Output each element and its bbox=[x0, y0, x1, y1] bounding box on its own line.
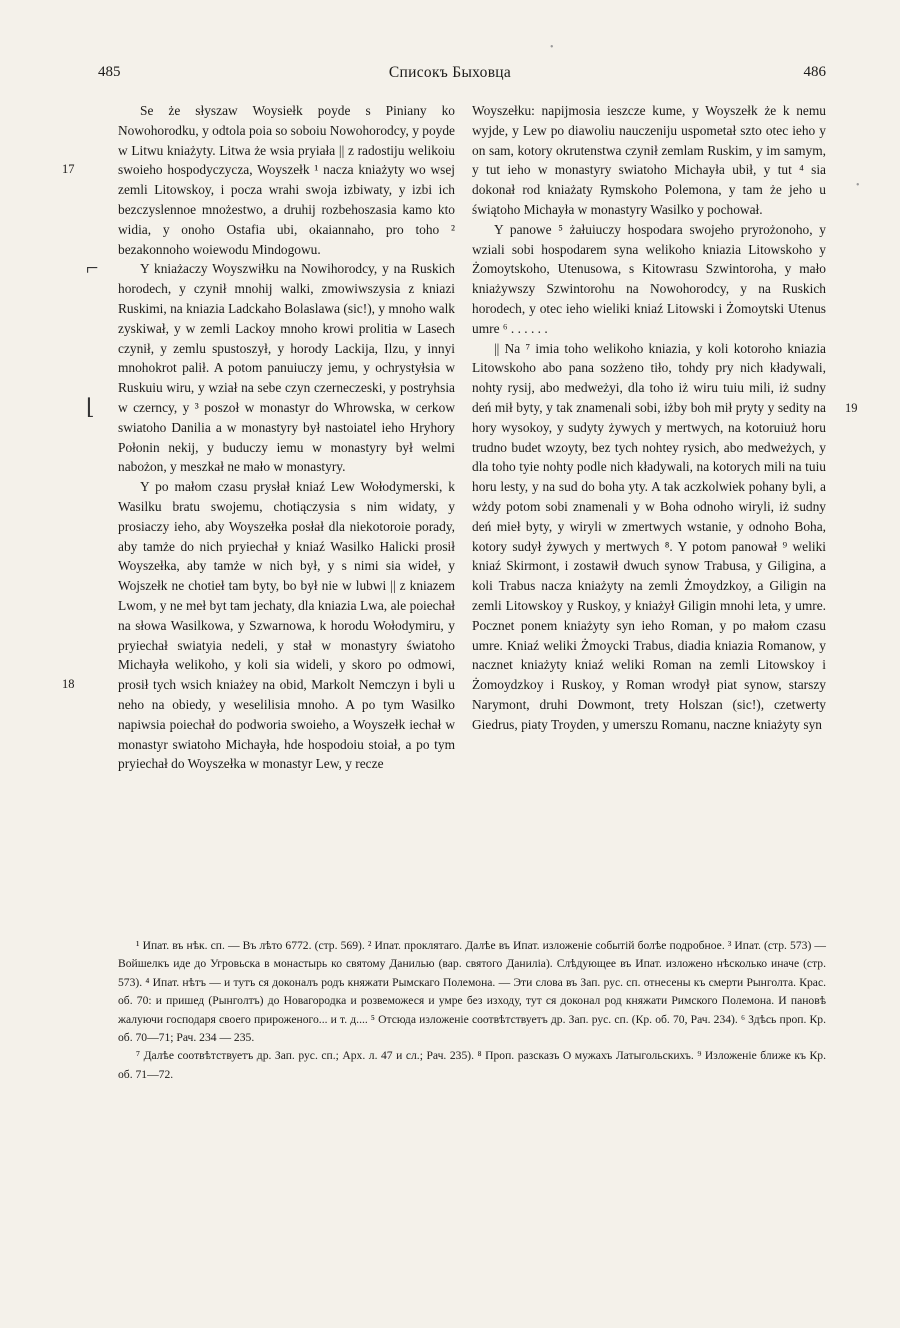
paragraph: Se że słyszaw Woysiełk poyde s Piniany ko Nowohorodku, y odtola poia so soboiu Nowohorodcy, y poyde w Litwu kniażyty. Litwa że wsia pryiała || z radostiju welikoiu swoieho hospodyczycza, Woyszełk ¹ nacza kniażyty wo wsej zemli Litowskoy, i pocza wrahi swoja izbiwaty, y izbi ich bezczyslennoe mnożestwo, a druhij rozbehoszasia kamo kto widia, y onoho Ostafia ubi, okaiannaho, pro toho ² bezakonnoho woiewodu Mindogowu. bbox=[118, 103, 455, 257]
footnotes bbox=[118, 937, 826, 1084]
margin-line-number-17: 17 bbox=[62, 162, 75, 176]
paragraph: Woyszełku: napijmosia ieszcze kume, y Woyszełk że k nemu wyjde, y Lew po diawoliu nauczeniju uspometał szto otec ieho y on sam, kotory okrutenstwa czynił zemlam Ruskim, y im samym, y tut ieho w monastyry swiatoho Michayła ubił, y tut ⁴ sia dokonał rod kniażaty Rymskoho Polemona, y tam że jeho u świątoho Michayła w monastyry Wasilko y pochował. bbox=[472, 103, 826, 217]
page-number-right: 486 bbox=[803, 64, 826, 80]
footnote-block: ⁷ Далѣе соотвѣтствуетъ др. Зап. рус. сп.; Арх. л. 47 и сл.; Рач. 235). ⁸ Проп. разсказъ О мужахъ Латыгольскихъ. ⁹ Изложеніе ближе къ Кр. об. 71—72. bbox=[118, 1049, 826, 1081]
footnote-block: ¹ Ипат. въ нѣк. сп. — Въ лѣто 6772. (стр. 569). ² Ипат. проклятаго. Далѣе въ Ипат. изложеніе событій болѣе подробное. ³ Ипат. (стр. 573) — Войшелкъ иде до Угровьска в монастырь ко святому Данилью (вар. святого Даниліа). Слѣдующее въ Ипат. изложено нѣсколько иначе (стр. 573). ⁴ Ипат. нѣтъ — и тутъ ся доконалъ родъ княжати Рымскаго Полемона. — Эти слова въ Зап. рус. сп. отнесены къ смерти Рынголта. Крас. об. 70: и пришед (Рынголтъ) до Новагородка и розвеможеся и умре без изходу, тут ся доконал род княжати Римского Полемона. И пановѣ жалуючи господаря своего прироженого... и т. д.... ⁵ Отсюда изложеніе соотвѣтствуетъ др. Зап. рус. сп. (Кр. об. 70, Рач. 234). ⁶ Здѣсь проп. Кр. об. 70—71; Рач. 234 — 235. bbox=[118, 939, 826, 1045]
paragraph: Y po małom czasu prysłał kniaź Lew Wołodymerski, k Wasilku bratu swojemu, chotiączysia s nim widaty, y prosiaczy ieho, aby Woyszełka posłał dla niekotoroie porady, aby tamże do nich pryiechał y kniaź Wasilko Halicki prosił Woyszełka, aby tamże w nich był, y s nimi sia wideł, y Wojszełk ne chotieł tam byty, bo był nie w lubwi || z kniazem Lwom, y ne meł byt tam jechaty, dla kniazia Lwa, ale poiechał na słowa Wasilkowa, y Szwarnowa, k horodu Wołodymiru, y pryiechał swiatyia nedeli, y stał w monastyry światoho Michayła welikoho, y koli sia wideli, y skoro po odmowi, prosił tych wsich kniażey na obid, Markolt Nemczyn i byli u neho na obiedy, y weselilisia mnoho. A po tym Wasilko napiwsia poiechał do podworia swoieho, a Woyszełk iechał w monastyr swiatoho Michayła, hde hospodoiu stoiał, a po tym pryiechał do Woyszełka w monastyr Lew, y recze bbox=[118, 479, 455, 772]
running-header bbox=[0, 64, 900, 88]
page-number-left: 485 bbox=[98, 64, 121, 80]
right-text-column bbox=[472, 101, 826, 735]
left-text-column bbox=[118, 101, 455, 774]
paragraph: Y kniażaczy Woyszwiłku na Nowihorodcy, y na Ruskich horodech, y czynił mnohij walki, zmowiwszysia z kniazi Ruskimi, na kniazia Ladckaho Bolaslawa (sic!), y mnoho walk zyskiwał, y w zemli Lackoy mnoho krowi prolitia w Lasech czynił, y zemlu spustoszył, y horody Lackija, Ilzu, y innyi mnohokrot palił. A potom panuiuczy jemu, y ochrystyłsia w Ruskuiu wiru, y wział na sebe czyn czerneczeski, y postryhsia w czerncy, y ³ poszoł w monastyr do Whrowska, w cerkow swiatoho Danilia a w monastyry był nastoiatel ieho Hryhory Połonin nekij, y buduczy iemu w monastyry był welmi nabożon, y meszkał ne mało w monastyry. bbox=[118, 261, 455, 475]
margin-line-number-18: 18 bbox=[62, 677, 75, 691]
scan-dot: • bbox=[550, 42, 554, 53]
margin-bracket-mark: ⌊ bbox=[86, 394, 95, 419]
running-title: Списокъ Быховца bbox=[388, 64, 512, 81]
paragraph: Y panowe ⁵ żałuiuczy hospodara swojeho pryrożonoho, y wziali sobi hospodarem syna welikoho kniazia Litowskoho y Żomoytskoho, Utenusowa, s Kitowrasu Szwintoroha, y mało kniażywszy Szwintorohu na Nowohorodcy, y na Ruskich horodech, y otec ieho wieliki kniaź Litowski i Żomoytski Utenus umre ⁶ . . . . . . bbox=[472, 221, 826, 336]
paragraph: || Na ⁷ imia toho welikoho kniazia, y koli kotoroho kniazia Litowskoho abo pana sozżeno tiło, tohdy pry nich kładywali, nohty rysij, abo medweżyi, dla toho iż wiru tuiu mili, iż sudny deń mił byty, y tak znamenali sobi, iżby boh mił pryty y sedity na hory wysokoy, y sudyty żywych y mertwych, na kotoruiuż horu trudno budet wzoyty, bez tych nohtey rysich, abo medweżych, y dla toho tyie nohty podle nich kładywali, na kotorych mili na tuiu horu lesty, y na sud do boha yty. A tak aczkolwiek pohany byli, a wżdy potom sobi znamenali y w Boha odnoho wiryli, iż sudny deń mieł byty, y wiryli w zmertwych wstanie, y odnoho Boha, kotory sudył żywych y mertwych ⁸. Y potom panował ⁹ weliki kniaź Skirmont, i zostawił dwuch synow Trabusa, y Giligina, a koli Trabus nacza kniażyty na zemli Żmoydzkoy, a Giligin na zemli Litowskoy y Ruskoy, y kniażył Giligin mnohi leta, y umre. Pocznet ponem kniażyty syn ieho Roman, y po małom czasu umre. Kniaź weliki Żmoycki Trabus, diadia kniazia Romanow, y nacznet kniażyty kniaź weliki Roman na zemli Litowskoy i Żomoydzkoy i Ruskoy, y Roman wrodył piat synow, starszy Narymont, druhi Dowmont, trety Holszan (sic!), czetwerty Giedrus, piaty Troyden, y umerszu Romanu, naczne kniażyty syn bbox=[472, 340, 826, 732]
margin-bracket-mark: ⌐ bbox=[86, 255, 99, 280]
margin-line-number-19: 19 bbox=[845, 401, 858, 415]
scan-dot: • bbox=[856, 180, 860, 191]
